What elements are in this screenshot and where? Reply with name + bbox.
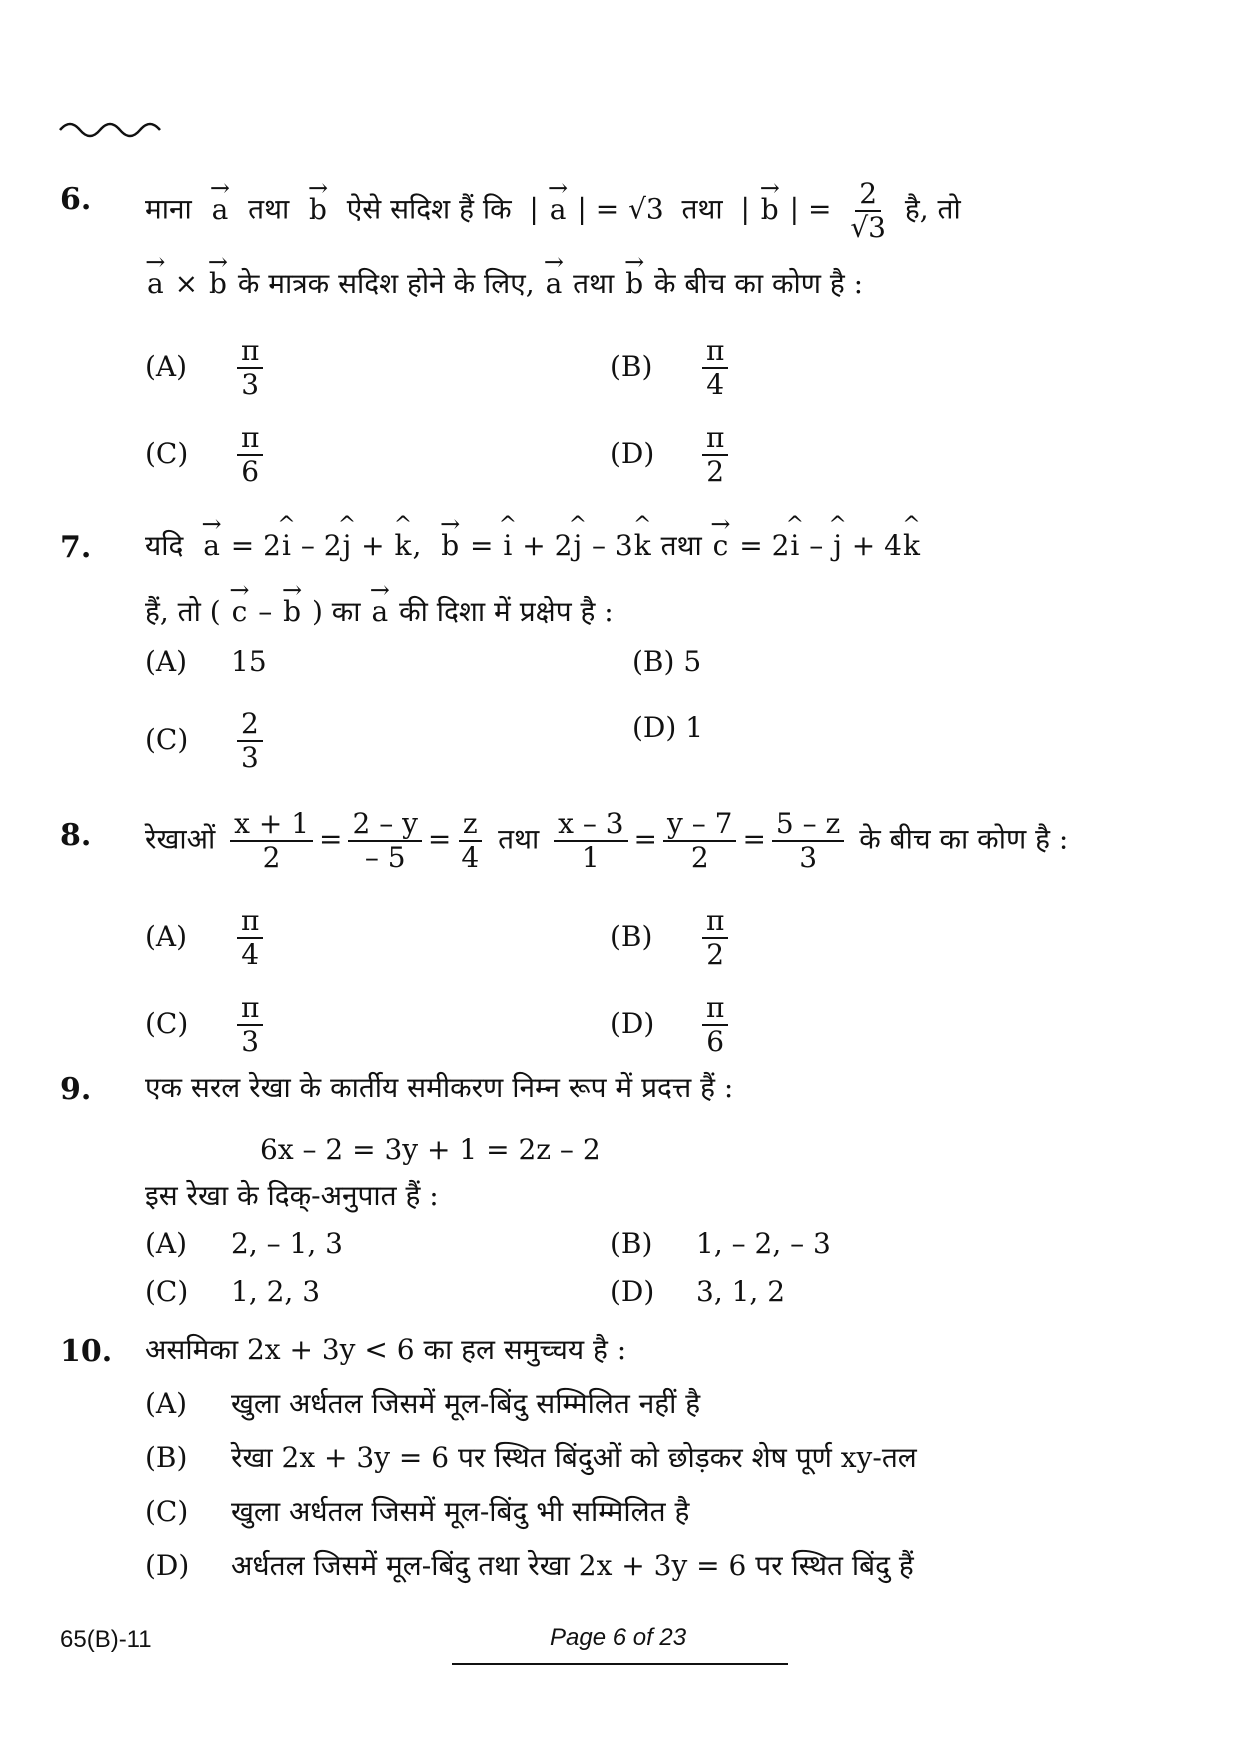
question-9-line-3: इस रेखा के दिक्-अनुपात हैं :: [145, 1179, 439, 1212]
q10-option-d: (D) अर्धतल जिसमें मूल-बिंदु तथा रेखा 2x + 3y = 6 पर स्थित बिंदु हैं: [145, 1549, 914, 1582]
fraction-2-over-root3: $\frac{2}{√3}$: [850, 177, 886, 245]
q6-option-c: (C) $\frac{\pi}{6}$: [145, 422, 269, 488]
vector-b-magnitude: → b: [759, 190, 781, 230]
question-8-number: 8.: [60, 818, 92, 853]
question-6-line-1: माना → a तथा → b ऐसे सदिश हैं कि | → a | = √3 तथा | → b | = $\frac{2}{√3}$ है, तो: [145, 178, 961, 244]
q7-line2-start: हैं, तो (: [145, 595, 221, 628]
question-8-line-1: रेखाओं $\frac{x + 1}{2}$ = $\frac{2 - y}{- 5}$ = $\frac{z}{4}$ तथा $\frac{x - 3}{1}$ = $\frac{y - 7}{2}$ = $\frac{5 - z}{3}$ के बीच का कोण है :: [145, 807, 1069, 875]
q8-option-b: (B) $\frac{\pi}{2}$: [610, 905, 734, 971]
q6-word-mana: माना: [145, 192, 192, 226]
question-9-number: 9.: [60, 1072, 92, 1107]
vector-a: → a: [544, 264, 565, 304]
paper-code: 65(B)-11: [60, 1626, 152, 1653]
question-7-line-2: हैं, तो ( → c – → b ) का → a की दिशा में प्रक्षेप है :: [145, 592, 614, 632]
q6-word-aise: ऐसे सदिश हैं कि: [346, 192, 512, 226]
question-6-number: 6.: [60, 182, 92, 217]
q7-line2-end: की दिशा में प्रक्षेप है :: [399, 595, 614, 628]
vector-a: → a: [210, 190, 231, 230]
q6-option-a: (A) $\frac{\pi}{3}$: [145, 335, 269, 401]
q9-option-d: (D) 3, 1, 2: [610, 1275, 786, 1308]
vector-a: → a: [145, 264, 166, 304]
q9-option-b: (B) 1, – 2, – 3: [610, 1227, 831, 1260]
q6-option-b: (B) $\frac{\pi}{4}$: [610, 335, 734, 401]
vector-a-magnitude: → a: [548, 190, 569, 230]
question-10-line-1: असमिका 2x + 3y < 6 का हल समुच्चय है :: [145, 1333, 627, 1366]
q10-option-c: (C) खुला अर्धतल जिसमें मूल-बिंदु भी सम्मिलित है: [145, 1495, 690, 1528]
q6-word-tatha-3: तथा: [573, 267, 615, 300]
q10-option-a: (A) खुला अर्धतल जिसमें मूल-बिंदु सम्मिलित नहीं है: [145, 1387, 701, 1420]
question-7-number: 7.: [60, 530, 92, 565]
q9-option-a: (A) 2, – 1, 3: [145, 1227, 343, 1260]
q6-option-d: (D) $\frac{\pi}{2}$: [610, 422, 734, 488]
question-7-line-1: यदि → a = 2^ i – 2^ j + ^ k, → b = ^ i + 2^ j – 3^ k तथा → c = 2^ i – ^ j + 4^ k: [145, 526, 921, 566]
page-number: Page 6 of 23: [550, 1624, 687, 1651]
q7-option-a: (A) 15: [145, 645, 267, 678]
q7-option-c: (C) $\frac{2}{3}$: [145, 708, 269, 774]
q7-option-b: (B) 5: [632, 645, 702, 678]
q6-word-hai-to: है, तो: [904, 192, 961, 226]
q6-word-tatha-1: तथा: [248, 192, 290, 226]
q10-option-b: (B) रेखा 2x + 3y = 6 पर स्थित बिंदुओं को छोड़कर शेष पूर्ण xy-तल: [145, 1441, 917, 1474]
question-9-line-1: एक सरल रेखा के कार्तीय समीकरण निम्न रूप में प्रदत्त हैं :: [145, 1071, 734, 1104]
q8-option-c: (C) $\frac{\pi}{3}$: [145, 992, 269, 1058]
q6-word-tatha-2: तथा: [681, 192, 723, 226]
q7-word-tatha: तथा: [660, 529, 702, 562]
q9-option-c: (C) 1, 2, 3: [145, 1275, 321, 1308]
q8-option-d: (D) $\frac{\pi}{6}$: [610, 992, 734, 1058]
vector-b: → b: [207, 264, 229, 304]
question-6-line-2: → a × → b के मात्रक सदिश होने के लिए, → a तथा → b के बीच का कोण है :: [145, 264, 863, 304]
question-10-number: 10.: [60, 1334, 113, 1369]
q6-line2-text: के मात्रक सदिश होने के लिए,: [237, 267, 535, 300]
vector-b: → b: [623, 264, 645, 304]
q8-option-a: (A) $\frac{\pi}{4}$: [145, 905, 269, 971]
vector-b: → b: [307, 190, 329, 230]
q6-line2-end: के बीच का कोण है :: [654, 267, 864, 300]
wavy-mark-icon: [58, 118, 164, 140]
question-9-equation: 6x – 2 = 3y + 1 = 2z – 2: [260, 1133, 601, 1166]
q7-line2-mid: ) का: [311, 595, 361, 628]
q7-option-d: (D) 1: [632, 711, 704, 744]
q7-word-yadi: यदि: [145, 529, 184, 562]
footer-divider: [452, 1663, 788, 1665]
